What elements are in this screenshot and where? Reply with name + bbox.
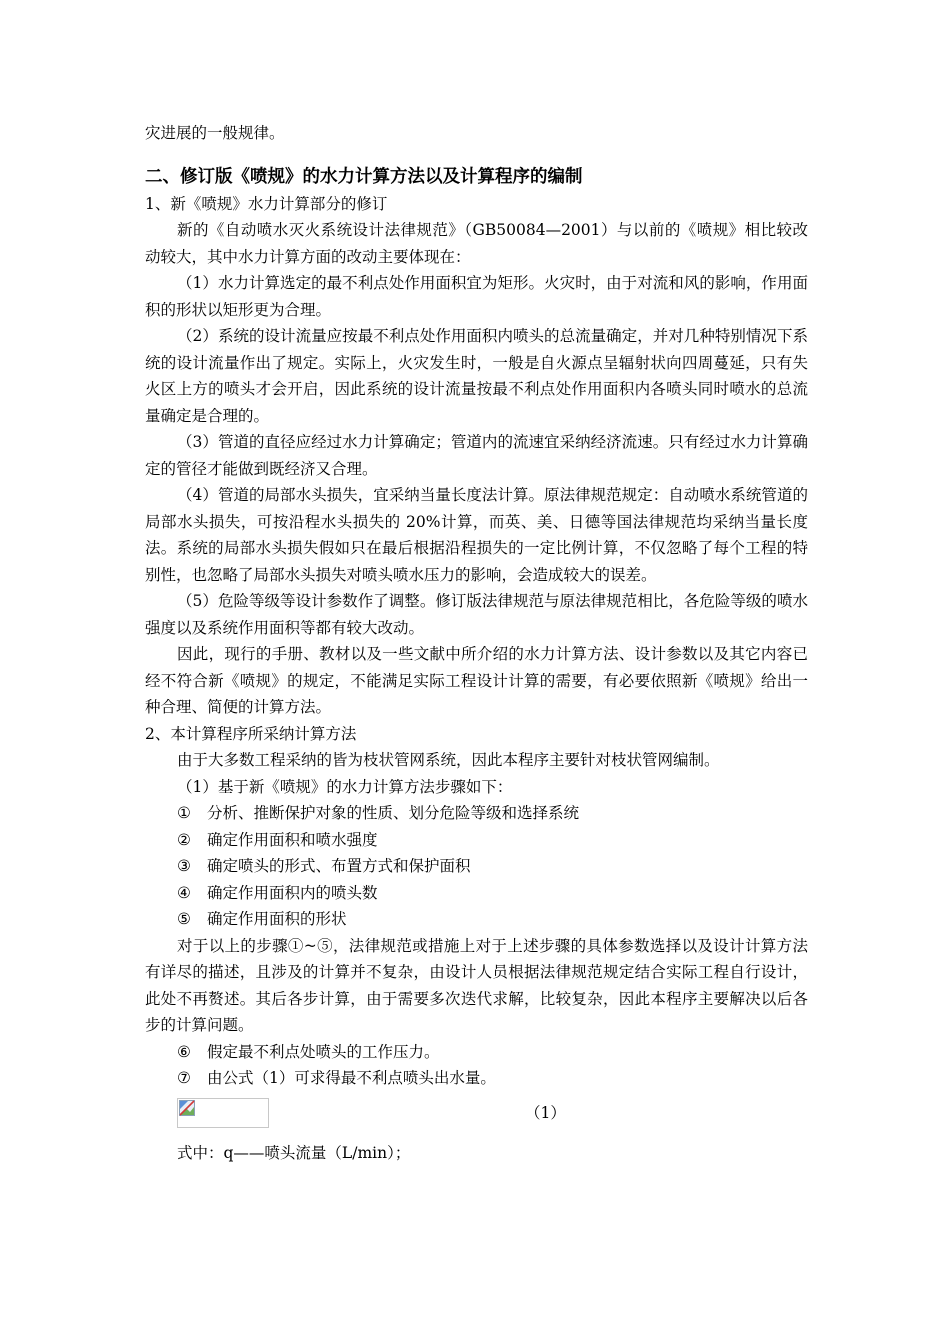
formula-image — [177, 1098, 269, 1128]
paragraph-continuation: 灾进展的一般规律。 — [145, 124, 285, 142]
step-text: 确定作用面积内的喷头数 — [207, 883, 378, 902]
step-text: 由公式（1）可求得最不利点喷头出水量。 — [207, 1069, 496, 1087]
broken-image-icon — [179, 1100, 195, 1116]
list-item — [145, 800, 808, 827]
list-item — [145, 906, 808, 933]
paragraph-item-2: （2）系统的设计流量应按最不利点处作用面积内喷头的总流量确定，并对几种特别情况下系统的设计流量作出了规定。实际上，火灾发生时，一般是自火源点呈辐射状向四周蔓延，只有失火区上方的喷头才会开启，因此系统的设计流量按最不利点处作用面积内各喷头同时喷水的总流量确定是合理的。 — [145, 327, 808, 425]
formula-number: （1） — [525, 1103, 566, 1122]
formula-legend: 式中：q——喷头流量（L/min）； — [177, 1143, 411, 1162]
paragraph-network: 由于大多数工程采纳的皆为枝状管网系统，因此本程序主要针对枝状管网编制。 — [177, 751, 720, 769]
paragraph-intro: 新的《自动喷水灭火系统设计法律规范》（GB50084—2001）与以前的《喷规》相比较改动较大，其中水力计算方面的改动主要体现在： — [145, 221, 808, 266]
step-list-a — [145, 800, 808, 933]
step-number: ⑤ — [177, 910, 191, 928]
step-text: 假定最不利点处喷头的工作压力。 — [207, 1042, 440, 1061]
step-number: ⑦ — [177, 1069, 191, 1087]
step-text: 确定作用面积的形状 — [207, 910, 347, 928]
step-number: ④ — [177, 883, 191, 902]
subsection-title-1: 1、新《喷规》水力计算部分的修订 — [145, 194, 388, 213]
list-item — [145, 853, 808, 880]
paragraph-steps-intro: （1）基于新《喷规》的水力计算方法步骤如下： — [177, 777, 513, 796]
section-heading: 二、修订版《喷规》的水力计算方法以及计算程序的编制 — [145, 166, 583, 187]
step-number: ② — [177, 830, 191, 849]
step-number: ③ — [177, 857, 191, 875]
paragraph-item-1: （1）水力计算选定的最不利点处作用面积宜为矩形。火灾时，由于对流和风的影响，作用面积的形状以矩形更为合理。 — [145, 274, 808, 319]
step-text: 确定作用面积和喷水强度 — [207, 830, 378, 849]
step-text: 分析、推断保护对象的性质、划分危险等级和选择系统 — [207, 804, 580, 822]
list-item — [145, 1065, 808, 1092]
step-number: ① — [177, 804, 191, 822]
subsection-title-2: 2、本计算程序所采纳计算方法 — [145, 724, 357, 743]
paragraph-steps-note: 对于以上的步骤①~⑤，法律规范或措施上对于上述步骤的具体参数选择以及设计计算方法有详尽的描述，且涉及的计算并不复杂，由设计人员根据法律规范规定结合实际工程自行设计，此处不再赘述。其后各步计算，由于需要多次迭代求解，比较复杂，因此本程序主要解决以后各步的计算问题。 — [145, 936, 808, 1034]
paragraph-conclusion: 因此，现行的手册、教材以及一些文献中所介绍的水力计算方法、设计参数以及其它内容已经不符合新《喷规》的规定，不能满足实际工程设计计算的需要，有必要依照新《喷规》给出一种合理、简便的计算方法。 — [145, 645, 808, 716]
formula-row — [145, 1098, 808, 1136]
paragraph-item-3: （3）管道的直径应经过水力计算确定；管道内的流速宜采纳经济流速。只有经过水力计算确定的管径才能做到既经济又合理。 — [145, 433, 808, 478]
step-number: ⑥ — [177, 1042, 191, 1061]
step-text: 确定喷头的形式、布置方式和保护面积 — [207, 857, 471, 875]
paragraph-item-4: （4）管道的局部水头损失，宜采纳当量长度法计算。原法律规范规定：自动喷水系统管道的局部水头损失，可按沿程水头损失的 20%计算，而英、美、日德等国法律规范均采纳当量长度法。系统的局部水头损失假如只在最后根据沿程损失的一定比例计算，不仅忽略了每个工程的特别性，也忽略了局部水头损失对喷头喷水压力的影响，会造成较大的误差。 — [145, 486, 808, 584]
step-list-b — [145, 1039, 808, 1092]
list-item — [145, 827, 808, 854]
document-body — [145, 120, 808, 1166]
list-item — [145, 880, 808, 907]
paragraph-item-5: （5）危险等级等设计参数作了调整。修订版法律规范与原法律规范相比，各危险等级的喷水强度以及系统作用面积等都有较大改动。 — [145, 592, 808, 637]
list-item — [145, 1039, 808, 1066]
